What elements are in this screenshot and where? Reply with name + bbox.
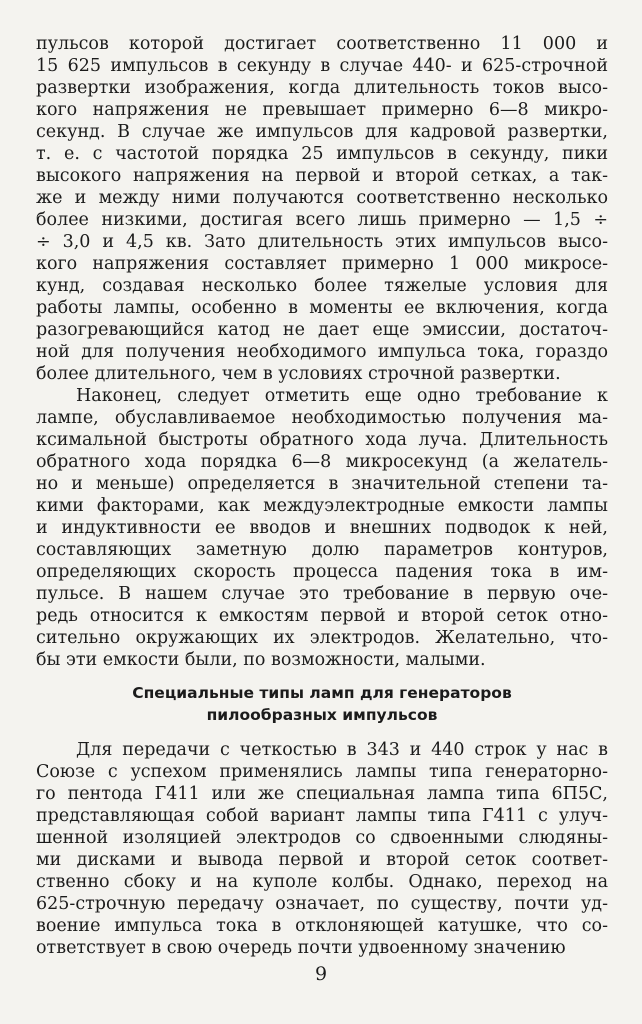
text-line: но и меньше) определяется в значительной степени та- xyxy=(36,474,608,494)
paragraph-2 xyxy=(36,385,608,671)
text-line: секунд. В случае же импульсов для кадровой развертки, xyxy=(36,122,608,142)
text-line: кунд, создавая несколько более тяжелые условия для xyxy=(36,276,608,296)
text-line: кого напряжения не превышает примерно 6—8 микро- xyxy=(36,100,608,120)
text-line: представляющая собой вариант лампы типа Г411 с улуч- xyxy=(36,806,608,826)
text-line: ми дисками и вывода первой и второй сеток соответ- xyxy=(36,850,608,870)
text-line: ответствует в свою очередь почти удвоенному значению xyxy=(36,938,566,958)
text-line: Наконец, следует отметить еще одно требование к xyxy=(76,386,608,406)
text-line: высокого напряжения на первой и второй сетках, а так- xyxy=(36,166,608,186)
text-line: развертки изображения, когда длительность токов высо- xyxy=(36,78,608,98)
text-line: воение импульса тока в отклоняющей катушке, что со- xyxy=(36,916,608,936)
text-line: составляющих заметную долю параметров контуров, xyxy=(36,540,608,560)
text-line: 15 625 импульсов в секунду в случае 440- и 625-строчной xyxy=(36,56,608,76)
heading-line-2: пилообразных импульсов xyxy=(206,706,438,724)
text-line: ÷ 3,0 и 4,5 кв. Зато длительность этих импульсов высо- xyxy=(36,232,608,252)
paragraph-1 xyxy=(36,33,608,385)
text-line: и индуктивности ее вводов и внешних подводок к ней, xyxy=(36,518,608,538)
page-number: 9 xyxy=(314,963,328,985)
text-line: Союзе с успехом применялись лампы типа генераторно- xyxy=(36,762,608,782)
text-line: 625-строчную передачу означает, по существу, почти уд- xyxy=(36,894,608,914)
text-line: т. е. с частотой порядка 25 импульсов в секунду, пики xyxy=(36,144,608,164)
text-line: редь относится к емкостям первой и второй сеток отно- xyxy=(36,606,608,626)
text-line: определяющих скорость процесса падения тока в им- xyxy=(36,562,608,582)
text-line: ственно сбоку и на куполе колбы. Однако, переход на xyxy=(36,872,608,892)
text-line: ксимальной быстроты обратного хода луча. Длительность xyxy=(36,430,608,450)
text-line: более длительного, чем в условиях строчной развертки. xyxy=(36,364,561,384)
text-line: лампе, обуславливаемое необходимостью получения ма- xyxy=(36,408,608,428)
text-line: бы эти емкости были, по возможности, малыми. xyxy=(36,650,486,670)
text-line: разогревающийся катод не дает еще эмиссии, достаточ- xyxy=(36,320,608,340)
text-line: кого напряжения составляет примерно 1 000 микросе- xyxy=(36,254,608,274)
paragraph-3 xyxy=(36,739,608,959)
text-line: кими факторами, как междуэлектродные емкости лампы xyxy=(36,496,608,516)
text-line: ной для получения необходимого импульса тока, гораздо xyxy=(36,342,608,362)
text-line: пульсов которой достигает соответственно 11 000 и xyxy=(36,34,608,54)
text-line: же и между ними получаются соответственно несколько xyxy=(36,188,608,208)
text-line: го пентода Г411 или же специальная лампа типа 6П5С, xyxy=(36,784,608,804)
text-line: работы лампы, особенно в моменты ее включения, когда xyxy=(36,298,608,318)
section-heading xyxy=(36,682,608,726)
text-line: более низкими, достигая всего лишь примерно — 1,5 ÷ xyxy=(36,210,608,230)
text-line: пульсе. В нашем случае это требование в первую оче- xyxy=(36,584,608,604)
heading-line-1: Специальные типы ламп для генераторов xyxy=(132,684,512,702)
text-line: Для передачи с четкостью в 343 и 440 строк у нас в xyxy=(76,740,608,760)
text-line: обратного хода порядка 6—8 микросекунд (а желатель- xyxy=(36,452,608,472)
text-line: шенной изоляцией электродов со сдвоенными слюдяны- xyxy=(36,828,608,848)
text-line: сительно окружающих их электродов. Желательно, что- xyxy=(36,628,608,648)
